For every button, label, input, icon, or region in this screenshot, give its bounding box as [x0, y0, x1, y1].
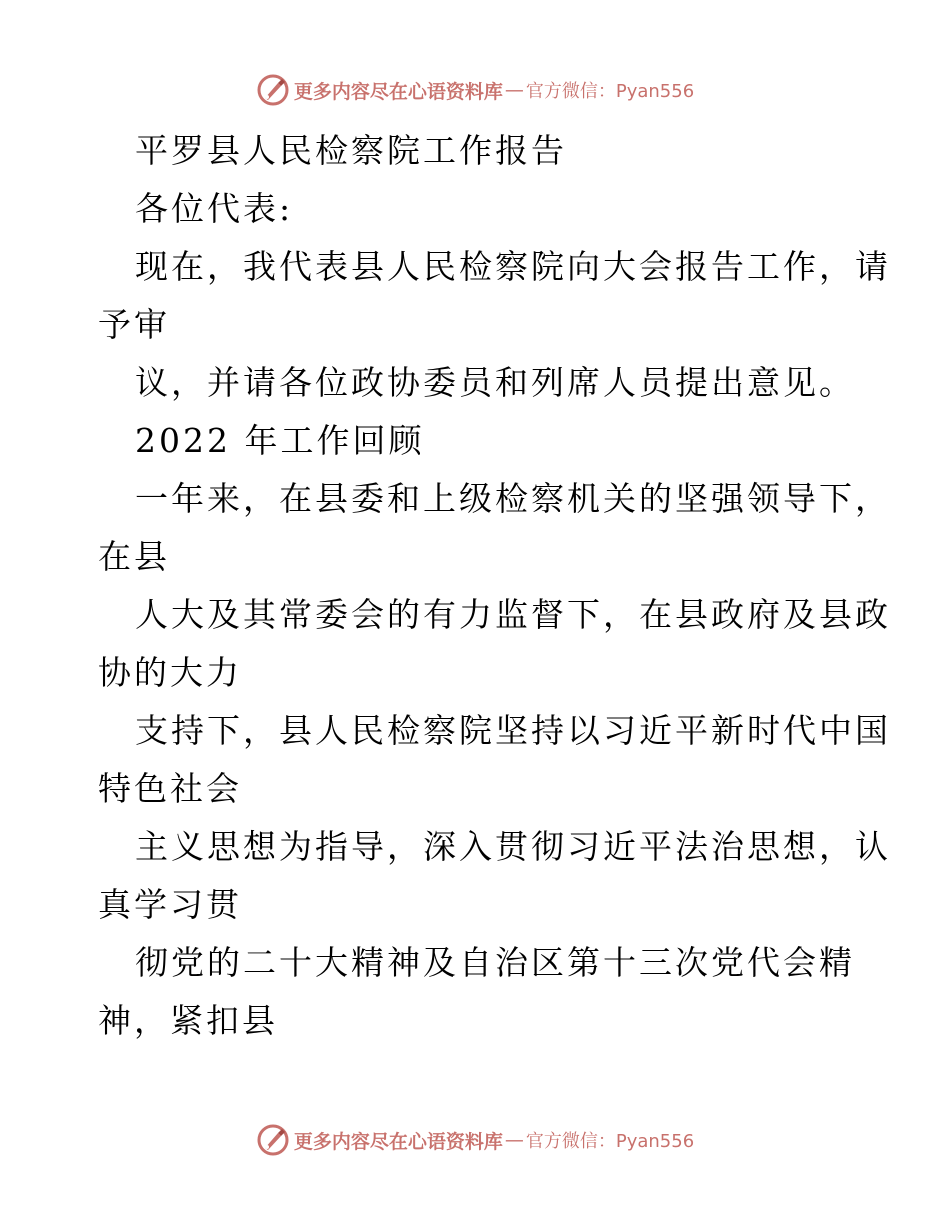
watermark-wechat: 官方微信：Pyan556: [525, 1131, 695, 1152]
document-body: [98, 122, 891, 1050]
document-line: 神，紧扣县: [98, 1001, 278, 1040]
watermark-dash: —: [504, 79, 524, 101]
document-line: 2022 年工作回顾: [135, 421, 425, 460]
document-line: 主义思想为指导，深入贯彻习近平法治思想，认: [135, 827, 891, 866]
document-line: 予审: [98, 305, 170, 344]
document-line: 真学习贯: [98, 885, 242, 924]
footer-watermark: [0, 1120, 950, 1160]
document-line: 平罗县人民检察院工作报告: [135, 131, 567, 170]
watermark-text: 更多内容尽在心语资料库: [293, 1130, 503, 1153]
header-watermark: [0, 70, 950, 110]
document-line: 议，并请各位政协委员和列席人员提出意见。: [135, 363, 855, 402]
document-line: 在县: [98, 537, 170, 576]
document-line: 人大及其常委会的有力监督下，在县政府及县政: [135, 595, 891, 634]
document-line: 协的大力: [98, 653, 242, 692]
watermark-dash: —: [504, 1129, 524, 1151]
watermark-text: 更多内容尽在心语资料库: [293, 80, 503, 103]
document-line: 现在，我代表县人民检察院向大会报告工作，请: [135, 247, 891, 286]
pen-seal-icon: [256, 73, 290, 107]
document-line: 彻党的二十大精神及自治区第十三次党代会精: [135, 943, 855, 982]
document-line: 支持下，县人民检察院坚持以习近平新时代中国: [135, 711, 891, 750]
pen-seal-icon: [256, 1123, 290, 1157]
watermark-wechat: 官方微信：Pyan556: [525, 81, 695, 102]
document-line: 一年来，在县委和上级检察机关的坚强领导下，: [135, 479, 891, 518]
document-line: 特色社会: [98, 769, 242, 808]
document-line: 各位代表:: [135, 189, 294, 228]
